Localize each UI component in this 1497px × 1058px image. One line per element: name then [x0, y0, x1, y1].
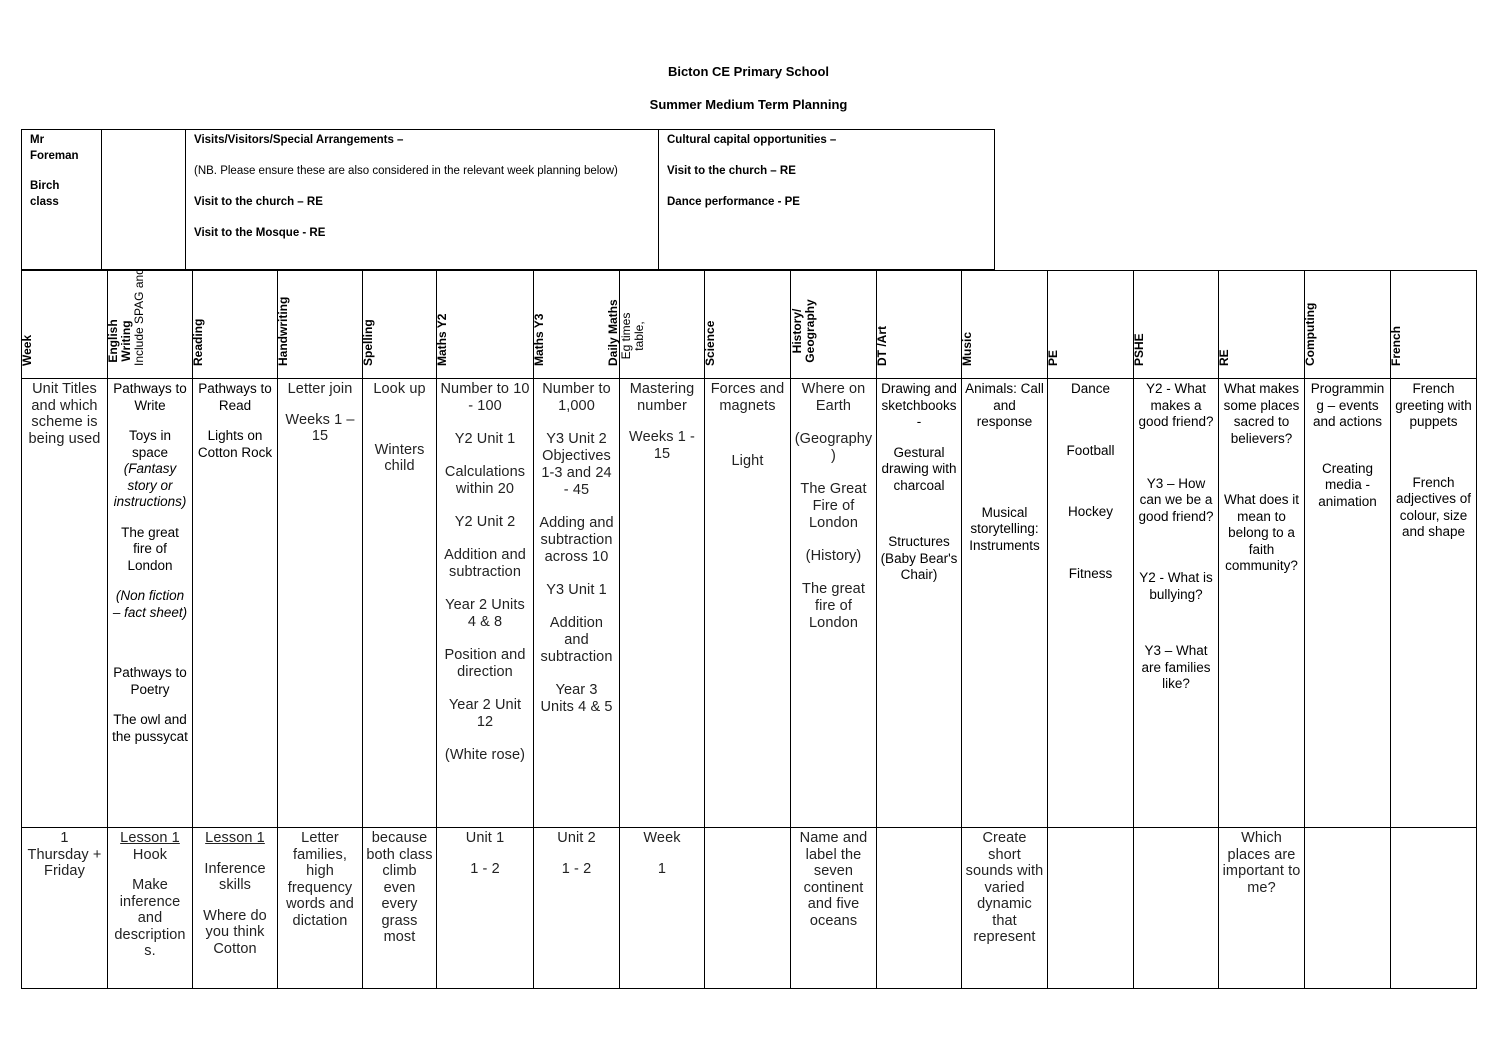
- header-french: French: [1391, 271, 1477, 379]
- cell-science: [705, 379, 791, 828]
- cell-text: Look up: [373, 381, 426, 397]
- cell-text: Lights on Cotton Rock: [197, 428, 273, 460]
- cell-english: [108, 379, 193, 828]
- cell-reading: [193, 379, 278, 828]
- cell-text: (Geography): [794, 431, 873, 464]
- cell-text: Where on Earth: [801, 381, 866, 414]
- cell-text: Week: [643, 830, 681, 846]
- cell-text: Light: [731, 453, 764, 469]
- cell-text: Gestural drawing with charcoal: [881, 444, 957, 493]
- header-reading: Reading: [193, 271, 278, 379]
- cell-text: Lesson 1: [120, 830, 180, 846]
- cell-pe: [1048, 379, 1134, 828]
- cell-text: Addition and subtraction: [540, 615, 613, 665]
- cell-text: Football: [1066, 442, 1115, 458]
- cell-text: Y3 Unit 1: [546, 582, 607, 598]
- cell-text: Fitness: [1068, 565, 1113, 581]
- header-maths-y3: Maths Y3: [534, 271, 620, 379]
- cell-music: [962, 379, 1048, 828]
- header-computing: Computing: [1305, 271, 1391, 379]
- header-maths-y2: Maths Y2: [437, 271, 534, 379]
- cell-text: Pathways to Poetry: [113, 665, 187, 697]
- week1-handwriting: Letter families, high frequency words and dictation: [278, 828, 363, 989]
- cultural-cell: [659, 130, 995, 270]
- cultural-item: Visit to the church – RE: [667, 165, 796, 177]
- cell-text: Y3 – How can we be a good friend?: [1138, 475, 1214, 524]
- cell-text: Letter join: [287, 381, 353, 397]
- cell-text: 1 - 2: [561, 860, 592, 877]
- header-spelling: Spelling: [363, 271, 437, 379]
- header-music: Music: [962, 271, 1048, 379]
- table-row-week-1: [22, 828, 1477, 989]
- unit-titles-label: Unit Titles and which scheme is being used: [22, 379, 108, 828]
- cell-text: Creating media - animation: [1318, 460, 1377, 509]
- week1-reading: [193, 828, 278, 989]
- cell-dt-art: [877, 379, 962, 828]
- cell-text: Y3 – What are families like?: [1141, 643, 1211, 691]
- cell-text: English Writing: [106, 319, 133, 363]
- cell-text: Structures (Baby Bear's Chair): [880, 534, 958, 582]
- header-daily-maths: Daily Maths Eg times table,: [620, 271, 705, 379]
- cell-handwriting: [278, 379, 363, 828]
- cell-text: Where do you think Cotton: [203, 907, 267, 957]
- cell-text: Position and direction: [444, 647, 526, 680]
- cell-text: Weeks 1 – 15: [285, 411, 355, 444]
- cell-text: (Fantasy story or instructions): [113, 461, 187, 509]
- visits-note: (NB. Please ensure these are also considered in the relevant week planning below): [194, 165, 618, 177]
- cell-text: Y2 - What is bullying?: [1139, 570, 1213, 602]
- cell-daily-maths: [620, 379, 705, 828]
- week1-pe: [1048, 828, 1134, 989]
- cell-text: The great fire of London: [121, 524, 179, 573]
- class-name: Birch class: [30, 180, 60, 208]
- teacher-name: Mr Foreman: [30, 134, 79, 162]
- cell-text: Hook: [132, 846, 168, 863]
- cell-re: [1219, 379, 1305, 828]
- week1-maths-y2: [437, 828, 534, 989]
- cell-text: Pathways to Read: [198, 381, 272, 413]
- cell-text: Unit 2: [557, 830, 596, 846]
- table-row-units: [22, 379, 1477, 828]
- cell-text: Thursday + Friday: [27, 846, 102, 879]
- cell-text: Weeks 1 - 15: [629, 429, 695, 462]
- cell-text: (Non fiction – fact sheet): [112, 588, 188, 620]
- cultural-heading: Cultural capital opportunities –: [667, 134, 837, 146]
- header-pe: PE: [1048, 271, 1134, 379]
- cell-text: Mastering number: [629, 381, 695, 414]
- week1-english: [108, 828, 193, 989]
- cell-text: Eg times table,: [619, 312, 646, 360]
- header-handwriting: Handwriting: [278, 271, 363, 379]
- header-english-writing: English Writing Include SPAG and: [108, 271, 193, 379]
- cell-text: Year 3 Units 4 & 5: [540, 682, 613, 715]
- cell-text: (White rose): [444, 747, 526, 763]
- cell-text: Programming – events and actions: [1310, 381, 1385, 429]
- planning-table: [21, 270, 1477, 989]
- school-title: Bicton CE Primary School: [667, 64, 830, 79]
- cell-text: Y2 Unit 1: [454, 431, 516, 447]
- week1-daily-maths: [620, 828, 705, 989]
- week1-re: Which places are important to me?: [1219, 828, 1305, 989]
- cell-text: Inference skills: [204, 860, 266, 893]
- cell-text: Forces and magnets: [710, 381, 785, 414]
- cell-text: Winters child: [374, 441, 425, 474]
- info-table: [21, 129, 995, 270]
- cell-text: Unit 1: [465, 830, 505, 846]
- cell-text: Lesson 1: [205, 830, 265, 846]
- week1-maths-y3: [534, 828, 620, 989]
- cell-text: History/ Geography: [790, 299, 817, 363]
- cell-text: Musical storytelling: Instruments: [969, 504, 1040, 553]
- visits-heading: Visits/Visitors/Special Arrangements –: [194, 134, 404, 146]
- cell-text: French adjectives of colour, size and shape: [1395, 474, 1472, 539]
- week1-dt-art: [877, 828, 962, 989]
- cell-text: The Great Fire of London: [800, 481, 867, 531]
- visit-item: Visit to the Mosque - RE: [194, 227, 326, 239]
- header-history-geography: [791, 271, 877, 379]
- cell-text: 1 - 2: [470, 860, 500, 877]
- cell-text: The owl and the pussycat: [112, 712, 188, 744]
- week1-french: [1391, 828, 1477, 989]
- cell-text: Hockey: [1067, 504, 1113, 519]
- teacher-cell: [22, 130, 102, 270]
- cell-maths-y2: [437, 379, 534, 828]
- cell-maths-y3: [534, 379, 620, 828]
- week-1-label: [22, 828, 108, 989]
- cell-text: 1: [60, 830, 69, 846]
- cultural-item: Dance performance - PE: [667, 196, 800, 208]
- week1-history-geography: Name and label the seven continent and five oceans: [791, 828, 877, 989]
- cell-spelling: [363, 379, 437, 828]
- cell-text: Drawing and sketchbooks -: [881, 381, 957, 429]
- blank-cell: [102, 130, 186, 270]
- cell-text: Number to 1,000: [542, 381, 611, 414]
- header-science: Science: [705, 271, 791, 379]
- header-dt-art: DT /Art: [877, 271, 962, 379]
- cell-text: Adding and subtraction across 10: [539, 515, 614, 565]
- week1-pshe: [1134, 828, 1219, 989]
- week1-music: Create short sounds with varied dynamic that represent: [962, 828, 1048, 989]
- cell-text: French greeting with puppets: [1395, 381, 1472, 429]
- visit-item: Visit to the church – RE: [194, 196, 323, 208]
- cell-text: Dance: [1070, 381, 1111, 396]
- cell-text: What does it mean to belong to a faith community?: [1223, 492, 1300, 573]
- cell-text: Year 2 Unit 12: [448, 697, 522, 730]
- cell-history-geography: [791, 379, 877, 828]
- cell-text: Y2 Unit 2: [454, 514, 516, 530]
- cell-text: Make inference and descriptions.: [114, 877, 186, 959]
- visits-cell: [186, 130, 659, 270]
- week1-spelling: because both class climb even every grass most: [363, 828, 437, 989]
- cell-text: What makes some places sacred to believers?: [1223, 381, 1300, 446]
- cell-pshe: [1134, 379, 1219, 828]
- cell-text: Y3 Unit 2 Objectives 1-3 and 24 - 45: [541, 431, 612, 498]
- cell-text: Calculations within 20: [444, 464, 526, 497]
- cell-text: Y2 - What makes a good friend?: [1138, 381, 1214, 429]
- cell-text: Addition and subtraction: [444, 547, 526, 580]
- cell-text: The great fire of London: [802, 581, 865, 631]
- cell-text: Pathways to Write: [113, 381, 187, 413]
- cell-french: [1391, 379, 1477, 828]
- header-week: Week: [22, 271, 108, 379]
- cell-text: (History): [805, 548, 862, 564]
- cell-text: Number to 10 - 100: [440, 381, 530, 414]
- cell-text: 1: [657, 860, 667, 877]
- cell-text: Animals: Call and response: [965, 381, 1044, 429]
- cell-text: Year 2 Units 4 & 8: [445, 597, 525, 630]
- header-re: RE: [1219, 271, 1305, 379]
- week1-science: [705, 828, 791, 989]
- cell-text: Toys in space: [128, 428, 172, 460]
- header-pshe: PSHE: [1134, 271, 1219, 379]
- cell-computing: [1305, 379, 1391, 828]
- document-subtitle: Summer Medium Term Planning: [649, 97, 848, 112]
- week1-computing: [1305, 828, 1391, 989]
